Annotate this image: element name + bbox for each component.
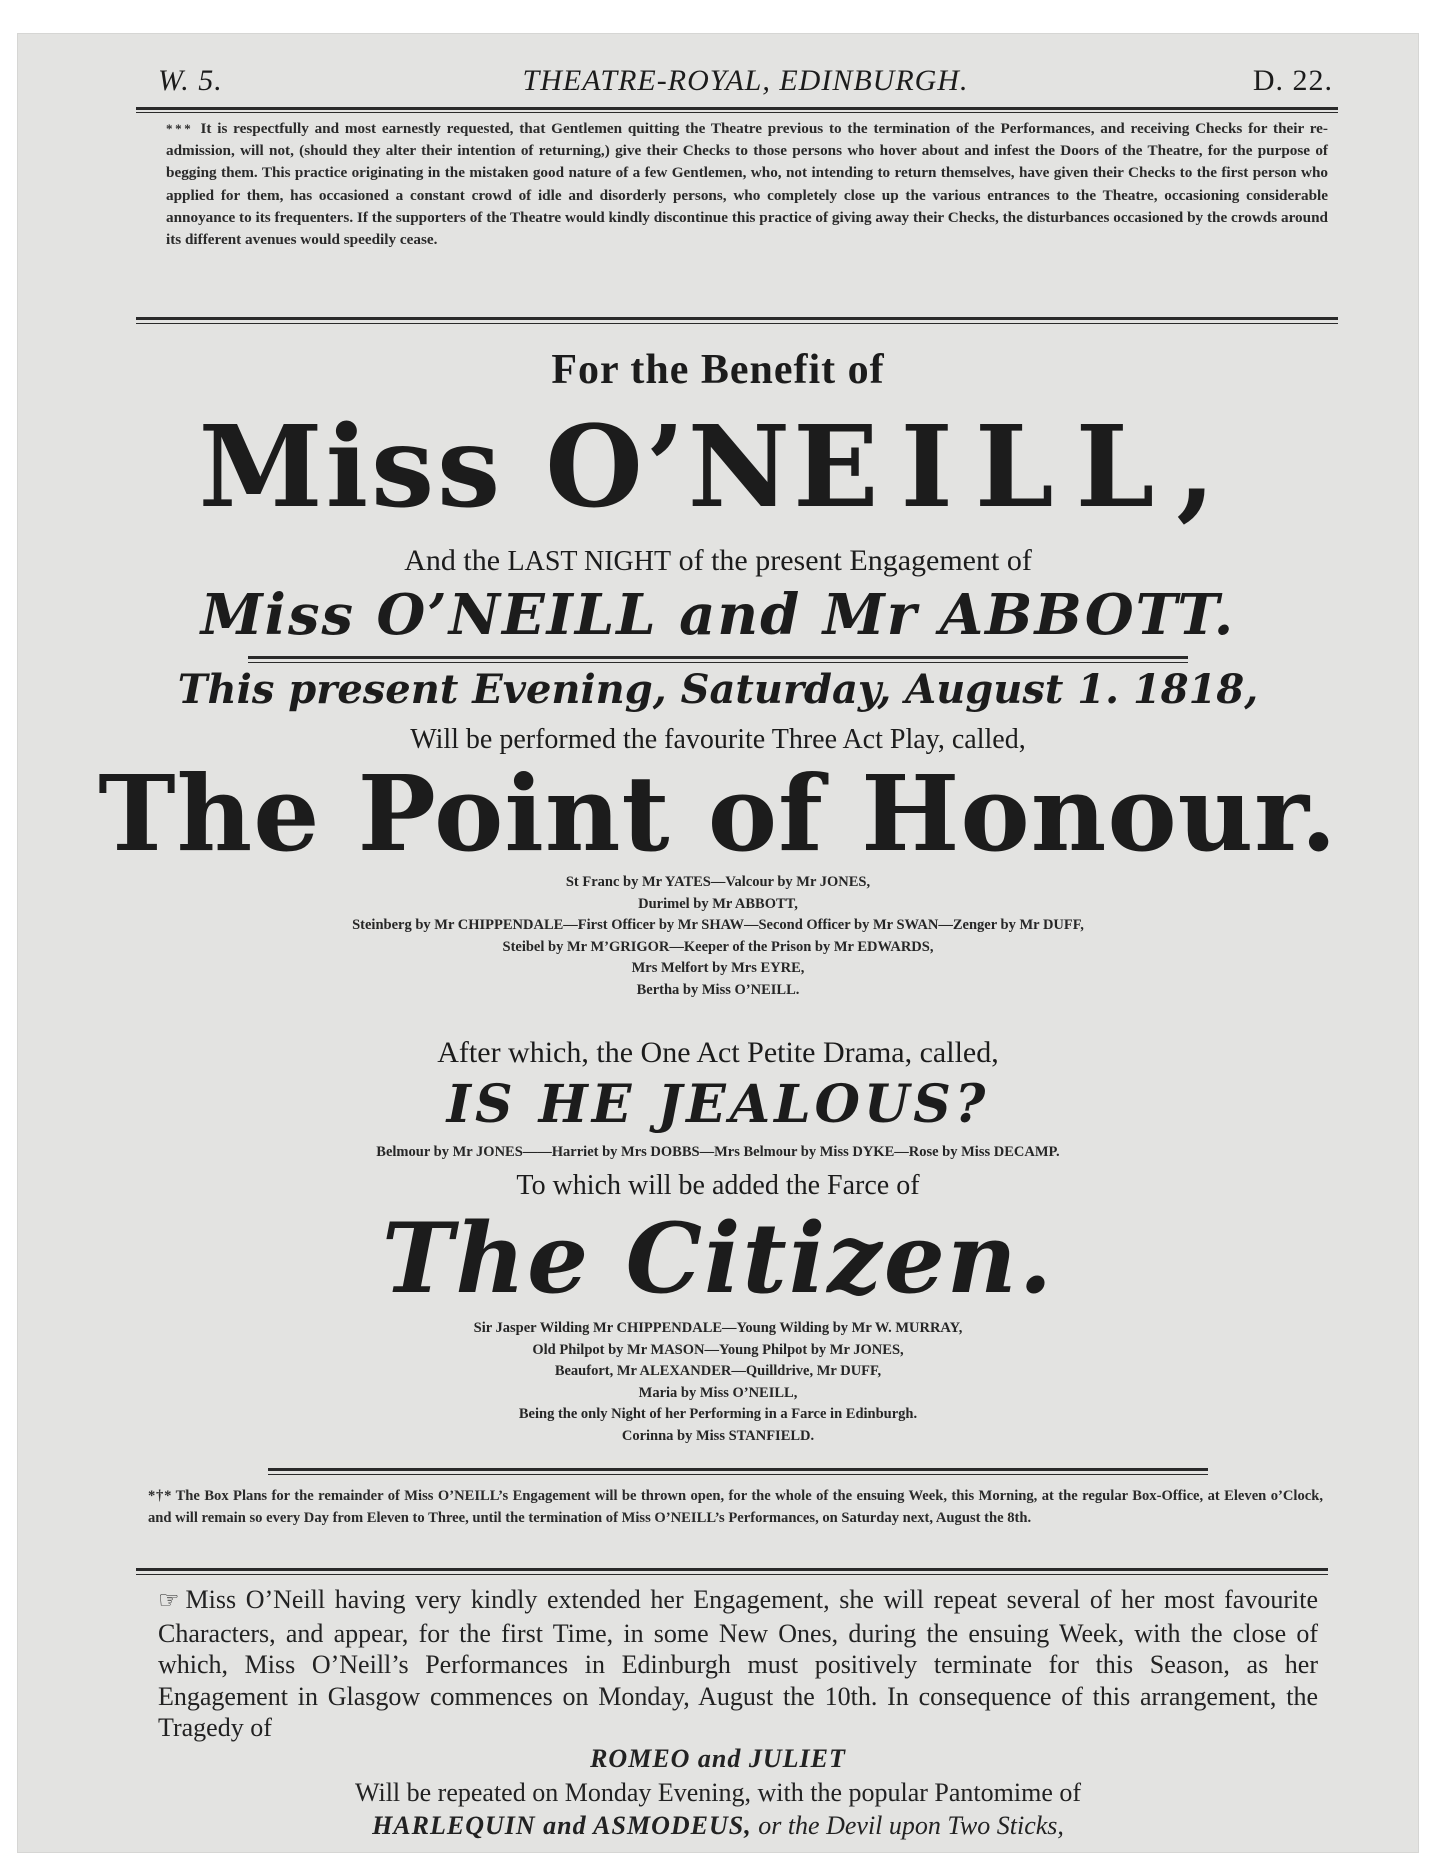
farce-intro: To which will be added the Farce of: [516, 1170, 920, 1201]
cast-line: St Franc by Mr YATES—Valcour by Mr JONES,: [565, 874, 871, 890]
engagement-caps: LAST NIGHT: [507, 546, 672, 577]
tragedy-title: ROMEO and JULIET: [590, 1744, 846, 1773]
engagement-post: of the present Engagement of: [678, 544, 1032, 577]
play-title: The Point of Honour.: [98, 752, 1338, 875]
final-text: Miss O’Neill having very kindly extended her Engagement, she will repeat several of her most favourite Characters, and appear, for the first Time, in some New Ones, during the ensuing Week, with the close of which, Miss O’Neill’s Performances in Edinburgh must positively terminate for this Season, as her Engagement in Glasgow commences on Monday, August the 10th. In consequence of this arrangement, the Tragedy of: [158, 1585, 1318, 1742]
box-notice-mark: *†*: [148, 1488, 172, 1504]
box-rule: [268, 1468, 1208, 1471]
final-rule-thin: [136, 1574, 1328, 1575]
section-rule: [136, 317, 1338, 320]
box-rule-thin: [268, 1474, 1208, 1475]
drama-title: IS HE JEALOUS?: [446, 1074, 990, 1135]
masthead-rule: [136, 107, 1338, 110]
star-name-first: Miss O’N: [198, 402, 794, 533]
cast-line: Corinna by Miss STANFIELD.: [621, 1427, 815, 1444]
bill-date-code: D. 22.: [1252, 64, 1333, 97]
notice-asterism: * * *: [166, 121, 191, 136]
cast-line: Bertha by Miss O’NEILL.: [636, 981, 800, 998]
drama-cast: Belmour by Mr JONES——Harriet by Mrs DOBBS—Mrs Belmour by Miss DYKE—Rose by Miss DECAMP.: [376, 1144, 1060, 1160]
final-rule: [136, 1568, 1328, 1571]
box-plans-notice: [148, 1486, 1323, 1529]
cast-line: Mrs Melfort by Mrs EYRE,: [631, 960, 805, 976]
cast-line: Old Philpot by Mr MASON—Young Philpot by Mr JONES,: [532, 1341, 904, 1358]
cast-line: Steinberg by Mr CHIPPENDALE—First Officer by Mr SHAW—Second Officer by Mr SWAN—Zenger by Mr DUFF,: [352, 917, 1084, 933]
cast-line: Steibel by Mr M’GRIGOR—Keeper of the Prison by Mr EDWARDS,: [502, 938, 934, 955]
drama-intro: After which, the One Act Petite Drama, called,: [437, 1036, 999, 1069]
cast-line: Sir Jasper Wilding Mr CHIPPENDALE—Young Wilding by Mr W. MURRAY,: [473, 1320, 963, 1336]
repeat-line: Will be repeated on Monday Evening, with the popular Pantomime of: [354, 1778, 1082, 1807]
pantomime-subtitle: or the Devil upon Two Sticks,: [751, 1811, 1064, 1840]
checks-notice: [166, 118, 1328, 251]
cast-line: Maria by Miss O’NEILL,: [638, 1384, 798, 1401]
engagement-extension-notice: [158, 1584, 1318, 1744]
star-name-rest: EILL,: [793, 402, 1238, 533]
farce-cast: [18, 1318, 1418, 1447]
engagement-line: [18, 544, 1418, 578]
cast-line: Being the only Night of her Performing in a Farce in Edinburgh.: [518, 1406, 918, 1422]
date-rule-thin: [248, 662, 1188, 663]
notice-text: It is respectfully and most earnestly requested, that Gentlemen quitting the Theatre previous to the termination of the Performances, and receiving Checks for their re-admission, will not, (should they alter their intention of returning,) give their Checks to those persons who hover about and infest the Doors of the Theatre, for the purpose of begging them. This practice originating in the mistaken good nature of a few Gentlemen, who, not intending to return themselves, have given their Checks to the first person who applied for them, has occasioned a constant crowd of idle and disorderly persons, who completely close up the various entrances to the Theatre, occasioning considerable annoyance to its frequenters. If the supporters of the Theatre would kindly discontinue this practice of giving away their Checks, the disturbances occasioned by the crowds around its different avenues would speedily cease.: [166, 120, 1328, 249]
farce-title: The Citizen.: [381, 1202, 1055, 1315]
play-cast: [18, 872, 1418, 1001]
box-notice-text: The Box Plans for the remainder of Miss O’NEILL’s Engagement will be thrown open, for the whole of the ensuing Week, this Morning, at the regular Box-Office, at Eleven o’Clock, and will remain so every Day from Eleven to Three, until the termination of Miss O’NEILL’s Performances, on Saturday next, August the 8th.: [148, 1488, 1324, 1526]
pantomime-line: [18, 1811, 1418, 1841]
engagement-stars: Miss O’NEILL and Mr ABBOTT.: [200, 582, 1236, 648]
section-rule-thin: [136, 323, 1338, 324]
bill-number: W. 5.: [158, 64, 223, 97]
performance-date: This present Evening, Saturday, August 1. 1818,: [177, 666, 1259, 713]
benefit-star-name: [18, 402, 1418, 533]
benefit-line: For the Benefit of: [551, 347, 885, 393]
engagement-pre: And the: [404, 544, 501, 577]
masthead-rule-thin: [136, 112, 1338, 113]
pointing-hand-icon: ☞: [158, 1588, 180, 1614]
playbill-sheet: [18, 34, 1418, 1852]
cast-line: Beaufort, Mr ALEXANDER—Quilldrive, Mr DUFF,: [554, 1363, 882, 1379]
date-rule: [248, 656, 1188, 659]
play-intro: Will be performed the favourite Three Act Play, called,: [410, 724, 1026, 755]
theatre-title: THEATRE-ROYAL, EDINBURGH.: [522, 64, 969, 97]
masthead: [158, 64, 1333, 104]
cast-line: Durimel by Mr ABBOTT,: [638, 895, 798, 912]
pantomime-title: HARLEQUIN and ASMODEUS,: [372, 1811, 752, 1840]
